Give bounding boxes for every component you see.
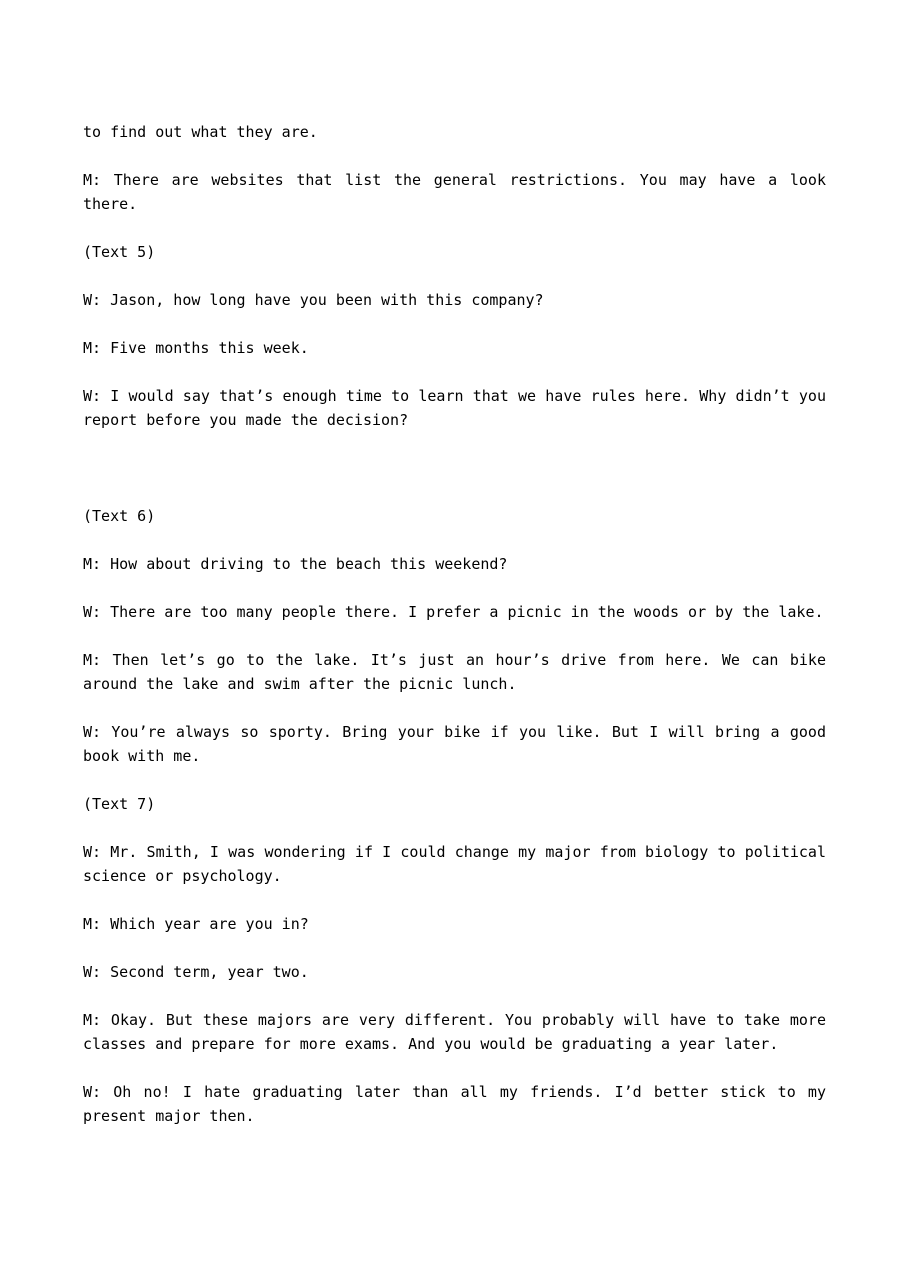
dialogue-line: M: Then let’s go to the lake. It’s just an hour’s drive from here. We can bike around the lake and swim after the picnic lunch. — [83, 651, 826, 693]
document-page — [83, 120, 826, 1128]
dialogue-line: W: You’re always so sporty. Bring your bike if you like. But I will bring a good book with me. — [83, 723, 826, 765]
section-heading-text-6: (Text 6) — [83, 507, 156, 525]
paragraph-continuation: to find out what they are. — [83, 123, 318, 141]
dialogue-line: W: Mr. Smith, I was wondering if I could change my major from biology to political science or psychology. — [83, 843, 826, 885]
section-heading-text-7: (Text 7) — [83, 795, 156, 813]
dialogue-line: W: There are too many people there. I prefer a picnic in the woods or by the lake. — [83, 603, 824, 621]
section-heading-text-5: (Text 5) — [83, 243, 156, 261]
dialogue-line: M: Which year are you in? — [83, 915, 309, 933]
dialogue-line: M: Five months this week. — [83, 339, 309, 357]
dialogue-line: W: I would say that’s enough time to learn that we have rules here. Why didn’t you report before you made the decision? — [83, 387, 826, 429]
dialogue-line: M: How about driving to the beach this weekend? — [83, 555, 508, 573]
dialogue-line: W: Oh no! I hate graduating later than all my friends. I’d better stick to my present major then. — [83, 1083, 826, 1125]
dialogue-line: M: There are websites that list the general restrictions. You may have a look there. — [83, 171, 826, 213]
dialogue-line: W: Jason, how long have you been with this company? — [83, 291, 544, 309]
dialogue-line: W: Second term, year two. — [83, 963, 309, 981]
dialogue-line: M: Okay. But these majors are very different. You probably will have to take more classes and prepare for more exams. And you would be graduating a year later. — [83, 1011, 826, 1053]
